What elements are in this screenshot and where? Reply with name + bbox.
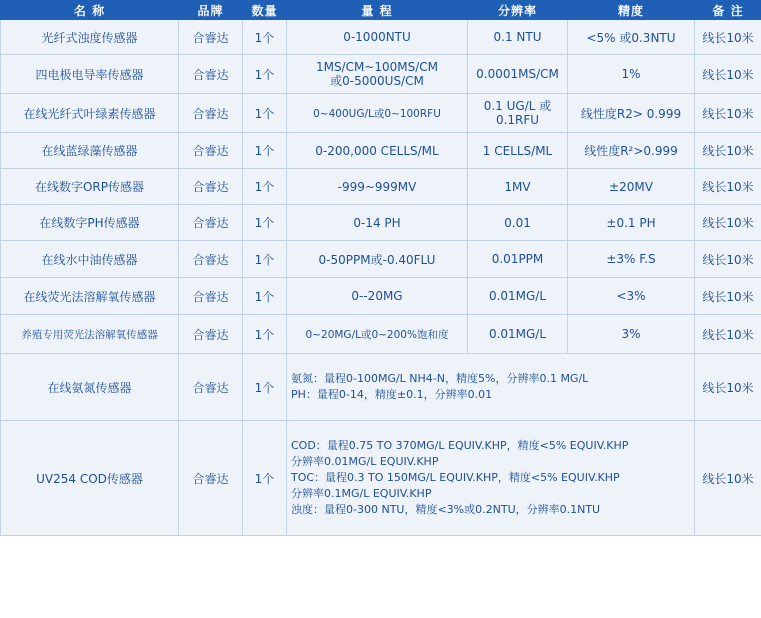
- spec-line: COD：量程0.75 TO 370MG/L EQUIV.KHP，精度<5% EQUIV.KHP: [291, 439, 629, 452]
- sensor-brand: 合睿达: [179, 20, 243, 55]
- header-qty: 数量: [243, 1, 287, 20]
- sensor-name: UV254 COD传感器: [1, 421, 179, 536]
- sensor-range: 0~20MG/L或0~200%饱和度: [287, 315, 468, 354]
- sensor-accuracy: 3%: [568, 315, 695, 354]
- sensor-resolution: 0.0001MS/CM: [468, 55, 568, 94]
- table-row: [1, 421, 761, 536]
- header-resolution: 分辨率: [468, 1, 568, 20]
- sensor-accuracy: 1%: [568, 55, 695, 94]
- sensor-note: 线长10米: [695, 55, 761, 94]
- table-row: [1, 278, 761, 315]
- sensor-name: 光纤式浊度传感器: [1, 20, 179, 55]
- sensor-range: 0-1000NTU: [287, 20, 468, 55]
- sensor-name: 养殖专用荧光法溶解氧传感器: [1, 315, 179, 354]
- sensor-note: 线长10米: [695, 169, 761, 205]
- sensor-range: [287, 55, 468, 94]
- table-row: [1, 20, 761, 55]
- sensor-qty: 1个: [243, 421, 287, 536]
- table-row: [1, 315, 761, 354]
- sensor-brand: 合睿达: [179, 278, 243, 315]
- header-range: 量 程: [287, 1, 468, 20]
- sensor-note: 线长10米: [695, 20, 761, 55]
- sensor-range: -999~999MV: [287, 169, 468, 205]
- sensor-brand: 合睿达: [179, 55, 243, 94]
- sensor-name: 在线光纤式叶绿素传感器: [1, 94, 179, 133]
- spec-line: 分辨率0.1MG/L EQUIV.KHP: [291, 487, 432, 500]
- sensor-spec-combined: [287, 421, 695, 536]
- header-name: 名 称: [1, 1, 179, 20]
- sensor-qty: 1个: [243, 205, 287, 241]
- sensor-accuracy: 线性度R2> 0.999: [568, 94, 695, 133]
- table-row: [1, 133, 761, 169]
- sensor-note: 线长10米: [695, 94, 761, 133]
- sensor-name: 在线水中油传感器: [1, 241, 179, 278]
- sensor-note: 线长10米: [695, 315, 761, 354]
- sensor-qty: 1个: [243, 133, 287, 169]
- sensor-name: 在线氨氮传感器: [1, 354, 179, 421]
- sensor-accuracy: <5% 或0.3NTU: [568, 20, 695, 55]
- spec-line: 分辨率0.01MG/L EQUIV.KHP: [291, 455, 439, 468]
- sensor-range: 0-200,000 CELLS/ML: [287, 133, 468, 169]
- sensor-brand: 合睿达: [179, 133, 243, 169]
- sensor-note: 线长10米: [695, 354, 761, 421]
- sensor-qty: 1个: [243, 20, 287, 55]
- table-row: [1, 241, 761, 278]
- sensor-range: 0~400UG/L或0~100RFU: [287, 94, 468, 133]
- sensor-brand: 合睿达: [179, 315, 243, 354]
- sensor-range-line: 1MS/CM~100MS/CM: [315, 60, 439, 74]
- sensor-brand: 合睿达: [179, 354, 243, 421]
- table-header-row: [1, 1, 761, 20]
- table-row: [1, 94, 761, 133]
- sensor-spec-combined: [287, 354, 695, 421]
- table-row: [1, 354, 761, 421]
- sensor-range: 0-50PPM或-0.40FLU: [287, 241, 468, 278]
- table-row: [1, 205, 761, 241]
- sensor-accuracy: ±20MV: [568, 169, 695, 205]
- sensor-name: 在线蓝绿藻传感器: [1, 133, 179, 169]
- sensor-accuracy: 线性度R²>0.999: [568, 133, 695, 169]
- spec-line: 氨氮：量程0-100MG/L NH4-N，精度5%，分辨率0.1 MG/L: [291, 372, 589, 385]
- sensor-note: 线长10米: [695, 241, 761, 278]
- sensor-resolution: 0.01: [468, 205, 568, 241]
- sensor-name: 在线荧光法溶解氧传感器: [1, 278, 179, 315]
- sensor-brand: 合睿达: [179, 169, 243, 205]
- sensor-brand: 合睿达: [179, 241, 243, 278]
- sensor-note: 线长10米: [695, 278, 761, 315]
- spec-line: TOC：量程0.3 TO 150MG/L EQUIV.KHP，精度<5% EQUIV.KHP: [291, 471, 620, 484]
- sensor-qty: 1个: [243, 241, 287, 278]
- spec-line: PH：量程0-14，精度±0.1，分辨率0.01: [291, 388, 493, 401]
- sensor-resolution-line: 0.1RFU: [495, 113, 540, 127]
- sensor-note: 线长10米: [695, 133, 761, 169]
- sensor-resolution: [468, 94, 568, 133]
- header-accuracy: 精度: [568, 1, 695, 20]
- sensor-accuracy: ±3% F.S: [568, 241, 695, 278]
- sensor-accuracy: <3%: [568, 278, 695, 315]
- sensor-note: 线长10米: [695, 205, 761, 241]
- sensor-qty: 1个: [243, 169, 287, 205]
- sensor-brand: 合睿达: [179, 94, 243, 133]
- sensor-range: 0--20MG: [287, 278, 468, 315]
- sensor-qty: 1个: [243, 278, 287, 315]
- sensor-resolution: 0.01MG/L: [468, 278, 568, 315]
- sensor-name: 四电极电导率传感器: [1, 55, 179, 94]
- sensor-resolution: 1MV: [468, 169, 568, 205]
- sensor-resolution: 0.1 NTU: [468, 20, 568, 55]
- sensor-brand: 合睿达: [179, 421, 243, 536]
- sensor-qty: 1个: [243, 94, 287, 133]
- sensor-name: 在线数字ORP传感器: [1, 169, 179, 205]
- sensor-resolution-line: 0.1 UG/L 或: [483, 99, 552, 113]
- sensor-qty: 1个: [243, 315, 287, 354]
- sensor-range: 0-14 PH: [287, 205, 468, 241]
- sensor-note: 线长10米: [695, 421, 761, 536]
- sensor-accuracy: ±0.1 PH: [568, 205, 695, 241]
- sensor-resolution: 1 CELLS/ML: [468, 133, 568, 169]
- table-row: [1, 55, 761, 94]
- table-row: [1, 169, 761, 205]
- sensor-qty: 1个: [243, 354, 287, 421]
- header-note: 备 注: [695, 1, 761, 20]
- sensor-qty: 1个: [243, 55, 287, 94]
- spec-line: 浊度：量程0-300 NTU，精度<3%或0.2NTU，分辨率0.1NTU: [291, 503, 601, 516]
- sensor-range-line: 或0-5000US/CM: [330, 74, 424, 88]
- sensor-name: 在线数字PH传感器: [1, 205, 179, 241]
- sensor-resolution: 0.01MG/L: [468, 315, 568, 354]
- sensor-resolution: 0.01PPM: [468, 241, 568, 278]
- header-brand: 品牌: [179, 1, 243, 20]
- sensor-brand: 合睿达: [179, 205, 243, 241]
